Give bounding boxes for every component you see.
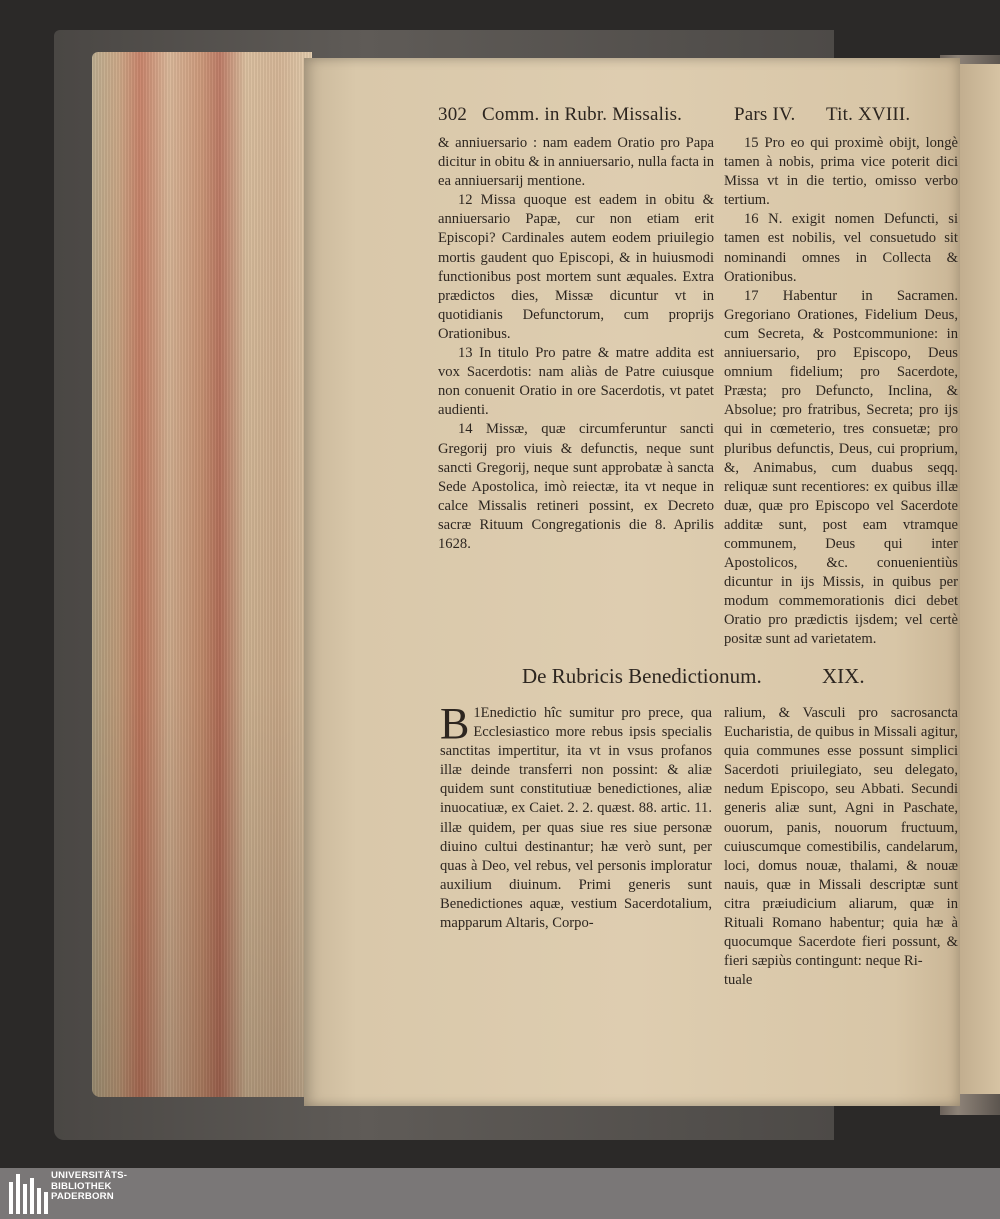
running-header (438, 104, 938, 132)
part-label: Pars IV. (734, 104, 796, 125)
paragraph: 13 In titulo Pro patre & matre addita est vox Sacerdotis: nam aliàs de Patre cuiusque non conuenit Oratio in ore Sacerdotis, vt patet audienti. (438, 345, 714, 419)
column-left-lower (440, 699, 712, 933)
column-right-upper (724, 134, 958, 650)
footer-bar (0, 1168, 1000, 1219)
paragraph: 15 Pro eo qui proximè obijt, longè tamen à nobis, prima vice poterit dici Missa vt in die tertio, omisso verbo tertium. (724, 135, 958, 209)
page-stack-edge (92, 52, 312, 1097)
column-left-upper (438, 134, 714, 554)
paragraph-number: 1 (473, 705, 481, 721)
section-label: Tit. XVIII. (826, 104, 911, 125)
logo-line: UNIVERSITÄTS- (51, 1170, 128, 1181)
section-title-text: De Rubricis Benedictionum. (522, 664, 762, 688)
running-title: Comm. in Rubr. Missalis. (482, 104, 683, 125)
paragraph: ralium, & Vasculi pro sacrosancta Eucharistia, de quibus in Missali agitur, quia communes esse possunt simplici Sacerdoti priuilegiato, seu delegato, nedum Episcopo, seu Abbati. Secundi generis aliæ sunt, Agni in Paschate, ouorum, panis, nouorum fructuum, cuiuscumque comestibilis, candelarum, loci, domus nouæ, thalami, & nouæ nauis, quæ in Missali descriptæ sunt citra præiudicium aliarum, quæ in Rituali Romano habentur; quia hæ à quocumque Sacerdote fieri possunt, & fieri sæpiùs contingunt: neque Ri- (724, 705, 958, 970)
paragraph: 16 N. exigit nomen Defuncti, si tamen est nobilis, vel consuetudo sit nominandi omnes in Collecta & Orationibus. (724, 211, 958, 285)
section-title-numeral: XIX. (822, 664, 865, 688)
drop-capital: B (440, 699, 470, 748)
library-logo-text (51, 1171, 127, 1203)
section-title (522, 664, 932, 694)
book-page (304, 58, 960, 1106)
paragraph (440, 699, 712, 933)
paragraph: 12 Missa quoque est eadem in obitu & anniuersario Papæ, cur non etiam erit Episcopi? Cardinales autem eodem priuilegio mortis gaudent quo Episcopi, & in huiusmodi functionibus post mortem sunt æquales. Extra prædictos dies, Missæ dicuntur vt in quotidianis Defunctorum, cum proprijs Orationibus. (438, 192, 714, 342)
library-logo-icon (9, 1172, 49, 1216)
logo-line: PADERBORN (51, 1191, 114, 1203)
facing-page-edge (960, 64, 1000, 1094)
column-right-lower (724, 704, 958, 990)
page-number: 302 (438, 104, 468, 125)
paragraph-text: Enedictio hîc sumitur pro prece, qua Ecclesiastico more rebus ipsis specialis sanctitas impertitur, ita vt in vsus profanos illæ deinde transferri non possint: & aliæ quidem sunt constitutiuæ benedictiones, aliæ inuocatiuæ, ex Caiet. 2. 2. quæst. 88. artic. 11. illæ quidem, per quas siue res siue personæ diuino cultui destinantur; hæ verò sunt, per quas à Deo, vel rebus, vel personis imploratur auxilium diuinum. Primi generis sunt Benedictiones aquæ, vestium Sacerdotalium, mapparum Altaris, Corpo- (440, 705, 712, 932)
logo-line: BIBLIOTHEK (51, 1180, 112, 1192)
catchword: tuale (724, 972, 753, 989)
paragraph: 17 Habentur in Sacramen. Gregoriano Orationes, Fidelium Deus, cum Secreta, & Postcommunione: in anniuersario, pro Episcopo, Deus omnium fidelium; pro Sacerdote, Præsta; pro Defuncto, Inclina, & Absolue; pro fratribus, Secreta; pro ijs qui in cœmeterio, tres consuetæ; pro pluribus defunctis, Deus, cui proprium, &, Animabus, cum duabus seqq. reliquæ sunt recentiores: ex quibus illæ duæ, quæ pro Episcopo vel Sacerdote additæ sunt, post eam vtramque communem, Deus qui inter Apostolicos, &c. conuenientiùs dicuntur in ijs Missis, in quibus per modum commemorationis dici debet Oratio pro prædictis ijsdem; vel certè positæ sunt ad varietatem. (724, 287, 958, 648)
paragraph: & anniuersario : nam eadem Oratio pro Papa dicitur in obitu & in anniuersario, nulla facta in ea anniuersarij mentione. (438, 135, 714, 190)
paragraph: 14 Missæ, quæ circumferuntur sancti Gregorij pro viuis & defunctis, neque sunt sancti Gregorij, neque sunt approbatæ à sancta Sede Apostolica, imò reiectæ, ita vt neque in calce Missalis retineri possint, ex Decreto sacræ Rituum Congregationis die 8. Aprilis 1628. (438, 421, 714, 552)
